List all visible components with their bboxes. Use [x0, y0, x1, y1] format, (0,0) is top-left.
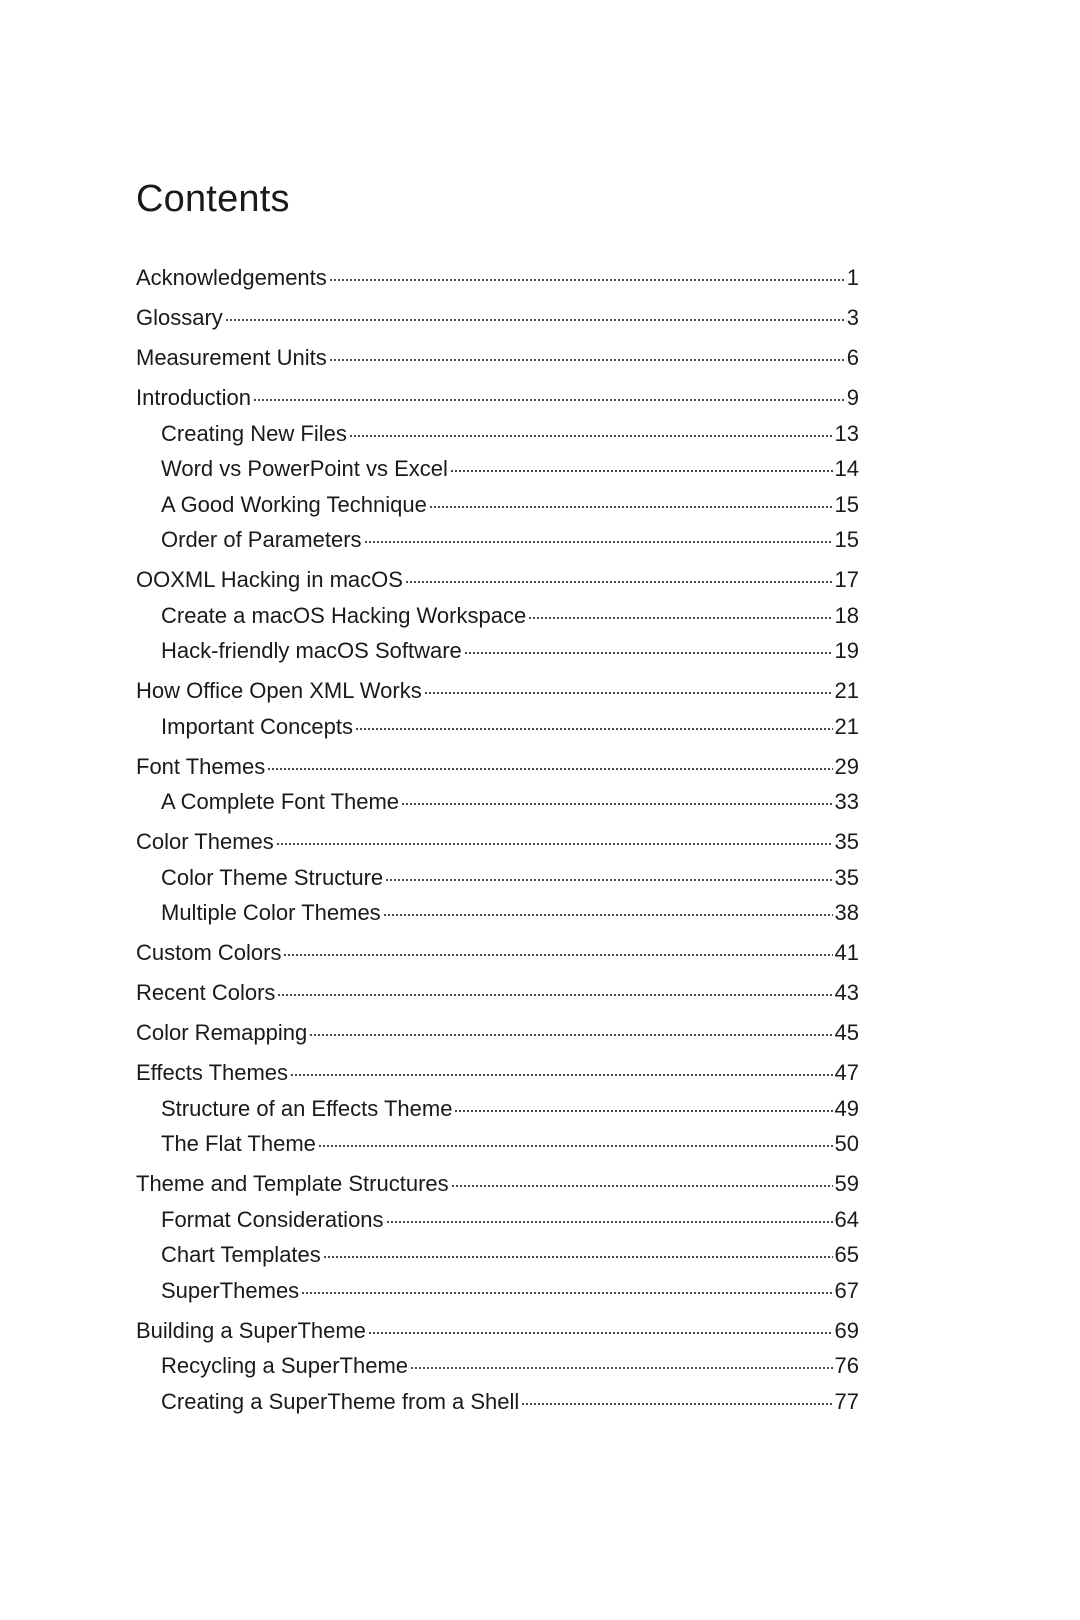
dot-leader: [329, 343, 845, 365]
toc-entry-label: A Good Working Technique: [161, 491, 427, 517]
dot-leader: [450, 454, 833, 476]
toc-chapter-entry[interactable]: [136, 935, 859, 971]
toc-chapter-entry[interactable]: [136, 824, 859, 860]
dot-leader: [385, 863, 832, 885]
toc-page-number: 49: [834, 1095, 859, 1121]
toc-page-number: 33: [834, 789, 859, 814]
toc-page-number: 45: [834, 1020, 859, 1045]
toc-page-number: 3: [846, 305, 859, 330]
toc-entry-label: Important Concepts: [161, 713, 353, 739]
dot-leader: [349, 419, 833, 441]
toc-page-number: 13: [834, 420, 859, 446]
toc-page-number: 41: [834, 940, 859, 965]
toc-page-number: 35: [834, 829, 859, 854]
toc-entry-label: A Complete Font Theme: [161, 789, 400, 814]
dot-leader: [318, 1129, 833, 1151]
toc-page-number: 43: [834, 980, 859, 1005]
toc-entry-label: Hack-friendly macOS Software: [161, 638, 462, 663]
toc-entry-label: Order of Parameters: [161, 527, 362, 552]
dot-leader: [323, 1240, 833, 1262]
dot-leader: [401, 787, 832, 809]
toc-entry-label: Create a macOS Hacking Workspace: [161, 602, 527, 628]
toc-page-number: 29: [834, 753, 859, 779]
toc-section-entry[interactable]: [136, 1126, 859, 1162]
toc-section-entry[interactable]: [136, 633, 859, 669]
toc-page-number: 18: [834, 602, 859, 628]
dot-leader: [290, 1058, 832, 1080]
toc-page-number: 15: [834, 527, 859, 552]
toc-entry-label: Acknowledgements: [136, 265, 327, 290]
toc-page-number: 1: [846, 265, 859, 290]
toc-entry-label: Color Themes: [136, 829, 274, 854]
toc-page-number: 9: [846, 385, 859, 410]
dot-leader: [364, 525, 833, 547]
toc-page-number: 47: [834, 1060, 859, 1085]
toc-entry-label: Measurement Units: [136, 345, 327, 370]
toc-page-number: 69: [834, 1317, 859, 1343]
toc-chapter-entry[interactable]: [136, 300, 859, 336]
toc-page-number: 35: [834, 864, 859, 890]
toc-section-entry[interactable]: [136, 522, 859, 558]
toc-section-entry[interactable]: [136, 1273, 859, 1309]
toc-entry-label: Effects Themes: [136, 1060, 289, 1085]
toc-entry-label: Color Theme Structure: [161, 864, 384, 890]
dot-leader: [451, 1169, 833, 1191]
toc-page-number: 19: [834, 638, 859, 663]
toc-entry-label: Structure of an Effects Theme: [161, 1095, 453, 1121]
dot-leader: [329, 263, 845, 285]
toc-page-number: 67: [834, 1277, 859, 1303]
toc-section-entry[interactable]: [136, 1202, 859, 1238]
dot-leader: [309, 1018, 832, 1040]
toc-page-number: 65: [834, 1242, 859, 1267]
toc-entry-label: Format Considerations: [161, 1206, 384, 1232]
toc-entry-label: Introduction: [136, 385, 251, 410]
toc-page-number: 64: [834, 1206, 859, 1232]
toc-page-number: 17: [834, 567, 859, 592]
dot-leader: [277, 978, 832, 1000]
toc-entry-label: Multiple Color Themes: [161, 900, 381, 925]
dot-leader: [424, 676, 833, 698]
toc-chapter-entry[interactable]: [136, 1166, 859, 1202]
toc-chapter-entry[interactable]: [136, 380, 859, 416]
toc-page-number: 15: [834, 491, 859, 517]
toc-section-entry[interactable]: [136, 1237, 859, 1273]
dot-leader: [383, 898, 833, 920]
dot-leader: [276, 827, 833, 849]
toc-page-number: 6: [846, 345, 859, 370]
toc-chapter-entry[interactable]: [136, 340, 859, 376]
toc-entry-label: Creating a SuperTheme from a Shell: [161, 1388, 520, 1414]
toc-page-number: 50: [834, 1131, 859, 1156]
toc-entry-label: Custom Colors: [136, 940, 282, 965]
toc-page-number: 14: [834, 456, 859, 481]
toc-entry-label: Word vs PowerPoint vs Excel: [161, 456, 448, 481]
toc-section-entry[interactable]: [136, 860, 859, 896]
dot-leader: [405, 565, 833, 587]
toc-entry-label: Building a SuperTheme: [136, 1317, 366, 1343]
toc-section-entry[interactable]: [136, 1348, 859, 1384]
page-title: Contents: [136, 178, 290, 220]
dot-leader: [521, 1387, 832, 1409]
toc-chapter-entry[interactable]: [136, 1015, 859, 1051]
toc-entry-label: Recycling a SuperTheme: [161, 1353, 409, 1378]
dot-leader: [386, 1205, 833, 1227]
toc-entry-label: Chart Templates: [161, 1242, 321, 1267]
toc-section-entry[interactable]: [136, 451, 859, 487]
toc-section-entry[interactable]: [136, 416, 859, 452]
dot-leader: [267, 752, 832, 774]
dot-leader: [253, 383, 845, 405]
dot-leader: [355, 712, 833, 734]
toc-page-number: 38: [834, 900, 859, 925]
toc-entry-label: SuperThemes: [161, 1277, 300, 1303]
toc-entry-label: Creating New Files: [161, 420, 347, 446]
toc-section-entry[interactable]: [136, 895, 859, 931]
toc-entry-label: Recent Colors: [136, 980, 276, 1005]
dot-leader: [225, 303, 845, 325]
dot-leader: [528, 601, 832, 623]
toc-entry-label: The Flat Theme: [161, 1131, 316, 1156]
toc-page-number: 21: [834, 713, 859, 739]
toc-chapter-entry[interactable]: [136, 1313, 859, 1349]
toc-chapter-entry[interactable]: [136, 673, 859, 709]
toc-page-number: 59: [834, 1171, 859, 1196]
toc-page-number: 21: [834, 678, 859, 703]
toc-entry-label: How Office Open XML Works: [136, 678, 422, 703]
toc-section-entry[interactable]: [136, 487, 859, 523]
toc-section-entry[interactable]: [136, 598, 859, 634]
dot-leader: [283, 938, 832, 960]
dot-leader: [368, 1316, 833, 1338]
table-of-contents: [136, 260, 859, 1419]
dot-leader: [301, 1276, 832, 1298]
toc-entry-label: Theme and Template Structures: [136, 1171, 449, 1196]
toc-entry-label: OOXML Hacking in macOS: [136, 567, 403, 592]
dot-leader: [410, 1351, 833, 1373]
toc-section-entry[interactable]: [136, 1384, 859, 1420]
toc-entry-label: Font Themes: [136, 753, 266, 779]
toc-chapter-entry[interactable]: [136, 260, 859, 296]
dot-leader: [454, 1094, 832, 1116]
toc-section-entry[interactable]: [136, 1091, 859, 1127]
toc-entry-label: Color Remapping: [136, 1020, 308, 1045]
dot-leader: [429, 490, 833, 512]
toc-page-number: 76: [834, 1353, 859, 1378]
toc-page-number: 77: [834, 1388, 859, 1414]
toc-section-entry[interactable]: [136, 709, 859, 745]
toc-chapter-entry[interactable]: [136, 975, 859, 1011]
dot-leader: [464, 636, 833, 658]
toc-chapter-entry[interactable]: [136, 749, 859, 785]
toc-entry-label: Glossary: [136, 305, 223, 330]
toc-chapter-entry[interactable]: [136, 562, 859, 598]
toc-section-entry[interactable]: [136, 784, 859, 820]
toc-chapter-entry[interactable]: [136, 1055, 859, 1091]
